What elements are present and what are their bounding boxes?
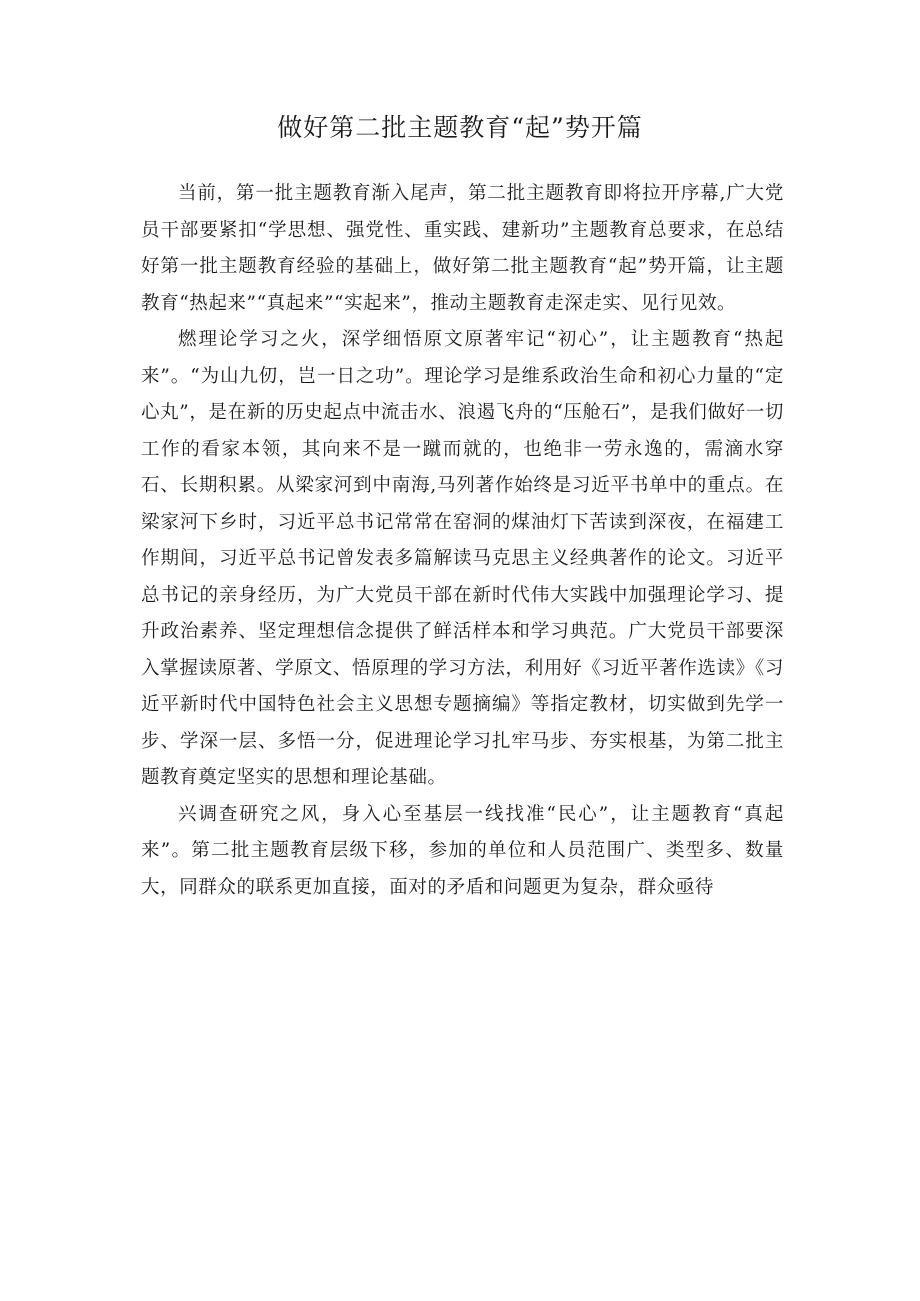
paragraph-theory-study: 燃理论学习之火，深学细悟原文原著牢记“初心”，让主题教育“热起来”。“为山九仞，岂一日之功”。理论学习是维系政治生命和初心力量的“定心丸”，是在新的历史起点中流击水、浪遏飞舟的“压舱石”，是我们做好一切工作的看家本领，其向来不是一蹴而就的，也绝非一劳永逸的，需滴水穿石、长期积累。从梁家河到中南海,马列著作始终是习近平书单中的重点。在梁家河下乡时，习近平总书记常常在窑洞的煤油灯下苦读到深夜，在福建工作期间，习近平总书记曾发表多篇解读马克思主义经典著作的论文。习近平总书记的亲身经历，为广大党员干部在新时代伟大实践中加强理论学习、提升政治素养、坚定理想信念提供了鲜活样本和学习典范。广大党员干部要深入掌握读原著、学原文、悟原理的学习方法，利用好《习近平著作选读》《习近平新时代中国特色社会主义思想专题摘编》等指定教材，切实做到先学一步、学深一层、多悟一分，促进理论学习扎牢马步、夯实根基，为第二批主题教育奠定坚实的思想和理论基础。	[141, 329, 784, 788]
document-body	[141, 176, 784, 906]
paragraph-intro: 当前，第一批主题教育渐入尾声，第二批主题教育即将拉开序幕,广大党员干部要紧扣“学思想、强党性、重实践、建新功”主题教育总要求，在总结好第一批主题教育经验的基础上，做好第二批主题教育“起”势开篇，让主题教育“热起来”“真起来”“实起来”，推动主题教育走深走实、见行见效。	[141, 183, 784, 314]
paragraph-investigation: 兴调查研究之风，身入心至基层一线找准“民心”，让主题教育“真起来”。第二批主题教育层级下移，参加的单位和人员范围广、类型多、数量大，同群众的联系更加直接，面对的矛盾和问题更为复杂，群众亟待	[141, 803, 784, 898]
document-title: 做好第二批主题教育“起”势开篇	[277, 113, 643, 142]
